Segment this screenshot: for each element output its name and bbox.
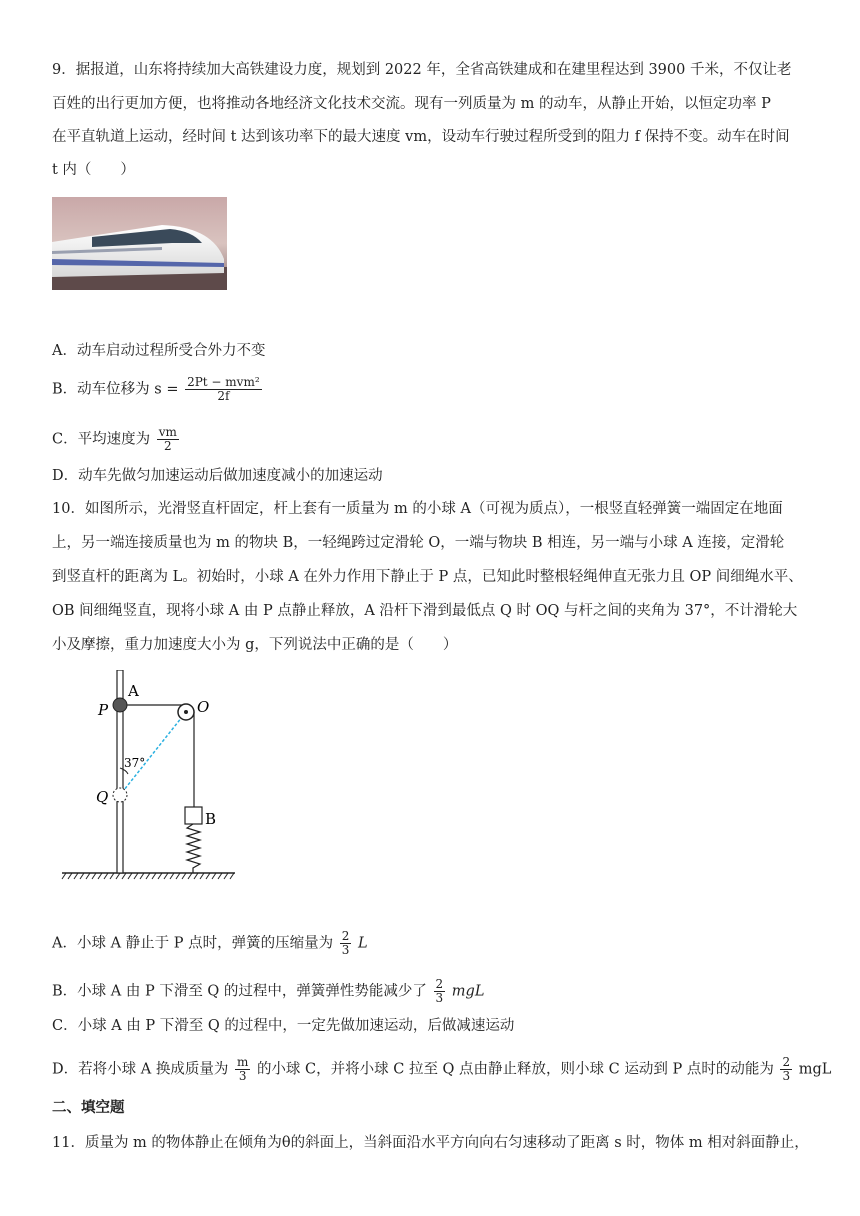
- q9-line-3: 在平直轨道上运动，经时间 t 达到该功率下的最大速度 vm，设动车行驶过程所受到的阻力 f 保持不变。动车在时间: [52, 129, 790, 145]
- q10-option-a-unit: L: [358, 935, 368, 952]
- q10-line-2: 上，另一端连接质量也为 m 的物块 B，一轻绳跨过定滑轮 O，一端与物块 B 相连，另一端与小球 A 连接，定滑轮: [52, 535, 785, 551]
- q9-option-c: [52, 426, 181, 453]
- q10-option-b-denominator: 3: [435, 991, 444, 1005]
- q9-option-b: [52, 376, 264, 403]
- q10-line-4: OB 间细绳竖直，现将小球 A 由 P 点静止释放，A 沿杆下滑到最低点 Q 时 OQ 与杆之间的夹角为 37°，不计滑轮大: [52, 603, 798, 619]
- q10-option-d-unit: mgL: [798, 1061, 832, 1078]
- pulley-spring-diagram: [60, 670, 240, 880]
- q10-option-b-label: B．小球 A 由 P 下滑至 Q 的过程中，弹簧弹性势能减少了: [52, 983, 427, 1000]
- section-title-fill-in: 二、填空题: [52, 1099, 125, 1116]
- q10-option-d: [52, 1056, 831, 1083]
- q10-line-5: 小及摩擦，重力加速度大小为 g，下列说法中正确的是（ ）: [52, 637, 458, 653]
- q10-option-a-denominator: 3: [341, 943, 350, 957]
- label-b: B: [205, 810, 217, 828]
- q10-option-d-label: D．若将小球 A 换成质量为: [52, 1061, 229, 1078]
- q9-line-2: 百姓的出行更加方便，也将推动各地经济文化技术交流。现有一列质量为 m 的动车，从静止开始，以恒定功率 P: [52, 96, 771, 112]
- q10-option-b-unit: mgL: [451, 983, 485, 1000]
- q10-option-d-denominator-2: 3: [782, 1069, 791, 1083]
- q9-line-1: 9．据报道，山东将持续加大高铁建设力度，规划到 2022 年，全省高铁建成和在建里程达到 3900 千米，不仅让老: [52, 62, 792, 78]
- q9-option-c-label: C．平均速度为: [52, 431, 151, 448]
- q9-option-b-label: B．动车位移为 s =: [52, 381, 179, 398]
- q9-line-4: t 内（ ）: [52, 162, 135, 178]
- q9-option-c-denominator: 2: [163, 439, 172, 453]
- q10-option-d-denominator-1: 3: [238, 1069, 247, 1083]
- q11-line-1: 11．质量为 m 的物体静止在倾角为θ的斜面上，当斜面沿水平方向向右匀速移动了距离 s 时，物体 m 相对斜面静止，: [52, 1135, 809, 1151]
- q10-option-b-fraction: [434, 978, 446, 1005]
- q10-option-d-numerator-2: 2: [782, 1055, 791, 1069]
- q10-option-d-fraction-2: [780, 1056, 792, 1083]
- q10-option-a-fraction: [340, 930, 352, 957]
- q10-option-c: C．小球 A 由 P 下滑至 Q 的过程中，一定先做加速运动，后做减速运动: [52, 1018, 515, 1034]
- q10-line-3: 到竖直杆的距离为 L。初始时，小球 A 在外力作用下静止于 P 点，已知此时整根轻绳伸直无张力且 OP 间细绳水平、: [52, 569, 803, 585]
- high-speed-train-photo: [52, 197, 227, 290]
- q10-option-d-numerator-1: m: [236, 1055, 249, 1069]
- q10-line-1: 10．如图所示，光滑竖直杆固定，杆上套有一质量为 m 的小球 A（可视为质点），一根竖直轻弹簧一端固定在地面: [52, 501, 783, 517]
- q9-option-c-numerator: vm: [158, 425, 177, 439]
- q10-option-b: [52, 978, 484, 1005]
- label-q: Q: [96, 788, 109, 806]
- q10-option-a-numerator: 2: [341, 929, 350, 943]
- q9-option-c-fraction: [157, 426, 179, 453]
- q10-option-a: [52, 930, 368, 957]
- label-o: O: [197, 698, 210, 716]
- q10-option-d-middle: 的小球 C，并将小球 C 拉至 Q 点由静止释放，则小球 C 运动到 P 点时的动能为: [256, 1061, 774, 1078]
- label-angle: 37°: [124, 756, 146, 770]
- q9-option-d: D．动车先做匀加速运动后做加速度减小的加速运动: [52, 468, 383, 484]
- q10-option-b-numerator: 2: [435, 977, 444, 991]
- label-p: P: [98, 701, 109, 719]
- q9-option-a: A．动车启动过程所受合外力不变: [52, 343, 266, 359]
- q9-option-b-numerator: 2Pt − mvm²: [187, 375, 260, 389]
- q9-option-b-denominator: 2f: [217, 389, 230, 403]
- q10-option-d-fraction-1: [235, 1056, 250, 1083]
- q9-option-b-fraction: [185, 376, 262, 403]
- q10-option-a-label: A．小球 A 静止于 P 点时，弹簧的压缩量为: [52, 935, 334, 952]
- label-a: A: [128, 682, 139, 700]
